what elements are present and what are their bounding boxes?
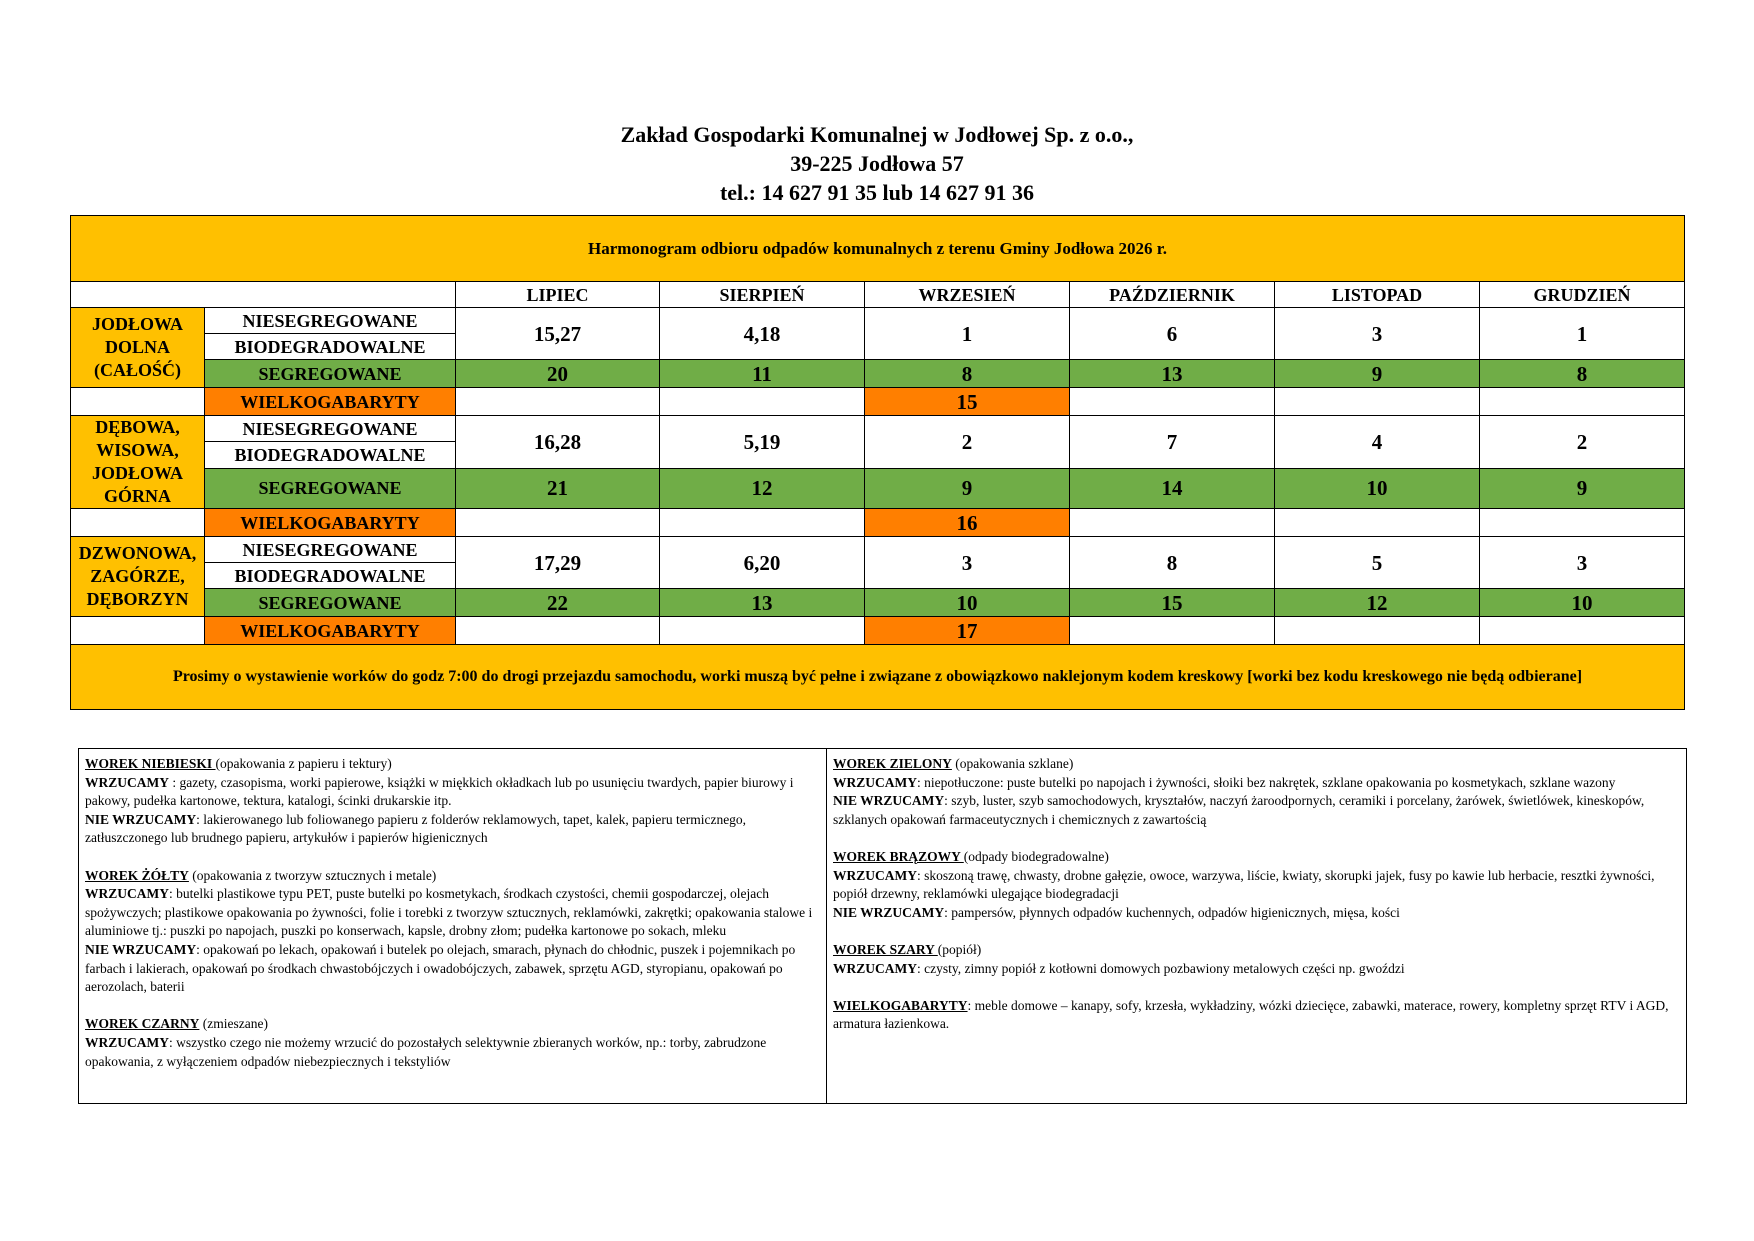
zone-name: JODŁOWA DOLNA (CAŁOŚĆ)	[71, 308, 205, 388]
mixed-bio-day: 3	[1480, 537, 1685, 589]
bag-section	[833, 755, 1680, 829]
bag-forbidden	[833, 904, 1680, 923]
bulky-description: : meble domowe – kanapy, sofy, krzesła, wykładziny, wózki dziecięce, zabawki, materace, rowery, kompletny sprzęt RTV i AGD, armatura łazienkowa.	[833, 997, 1669, 1032]
waste-type-mixed: NIESEGREGOWANE	[205, 416, 456, 442]
waste-type-bulky: WIELKOGABARYTY	[205, 388, 456, 416]
bag-description: (opakowania z tworzyw sztucznych i metale)	[188, 867, 437, 883]
bag-name: WOREK NIEBIESKI	[85, 756, 216, 771]
segregated-day: 8	[1480, 360, 1685, 388]
bag-description: (odpady biodegradowalne)	[963, 848, 1109, 864]
bulky-day: 16	[865, 509, 1070, 537]
bag-heading	[833, 848, 1680, 867]
blank-cell	[456, 509, 660, 537]
allowed-items: : butelki plastikowe typu PET, puste butelki po kosmetykach, środkach czystości, chemii gospodarczej, olejach spożywczych; plastikowe opakowania po żywności, folie i torebki z tworzyw sztucznych, reklamówki, zakrętki; opakowania stalowe i aluminiowe tj.: puszki po napojach, puszki po konserwach, kapsle, drobny złom; pudełka kartonowe po sokach, mleku	[85, 886, 813, 939]
zone-row-segregated	[71, 468, 1685, 508]
forbidden-label: NIE WRZUCAMY	[85, 941, 197, 957]
allowed-items: : czysty, zimny popiół z kotłowni domowych pozbawiony metalowych części np. gwoździ	[917, 960, 1405, 976]
bag-name: WOREK CZARNY	[85, 1016, 200, 1032]
mixed-bio-day: 2	[1480, 416, 1685, 469]
segregated-day: 12	[660, 468, 865, 508]
mixed-bio-day: 8	[1070, 537, 1275, 589]
allowed-items: : niepotłuczone: puste butelki po napojach i żywności, słoiki bez nakrętek, szklane opakowania po kosmetykach, szklane wazony	[917, 774, 1616, 790]
bag-section	[85, 867, 820, 997]
segregated-day: 21	[456, 468, 660, 508]
bag-description: (opakowania z papieru i tektury)	[215, 756, 392, 771]
waste-type-bio: BIODEGRADOWALNE	[205, 334, 456, 360]
zone-row-segregated	[71, 360, 1685, 388]
forbidden-items: : szyb, luster, szyb samochodowych, kryształów, naczyń żaroodpornych, ceramiki i porcelany, żarówek, świetlówek, kineskopów, szklanych opakowań farmaceutycznych i chemicznych z zawartością	[833, 793, 1645, 827]
month-header: PAŹDZIERNIK	[1070, 282, 1275, 308]
zone-row-bulky	[71, 388, 1685, 416]
blank-cell	[1275, 509, 1480, 537]
mixed-bio-day: 6,20	[660, 537, 865, 589]
allowed-label: WRZUCAMY	[833, 960, 917, 976]
document-header	[0, 120, 1754, 207]
bag-allowed	[833, 960, 1680, 979]
segregated-day: 9	[1480, 468, 1685, 508]
allowed-label: WRZUCAMY	[833, 867, 917, 883]
company-name: Zakład Gospodarki Komunalnej w Jodłowej Sp. z o.o.,	[620, 122, 1134, 147]
waste-type-bulky: WIELKOGABARYTY	[205, 509, 456, 537]
segregated-day: 14	[1070, 468, 1275, 508]
segregated-day: 10	[1480, 589, 1685, 617]
allowed-items: : skoszoną trawę, chwasty, drobne gałęzie, owoce, warzywa, liście, kwiaty, skorupki jajek, fusy po kawie lub herbacie, resztki żywności, popiół drzewny, reklamówki ulegające biodegradacji	[833, 867, 1655, 902]
allowed-label: WRZUCAMY	[833, 774, 917, 790]
bulky-day: 17	[865, 617, 1070, 645]
waste-type-segregated: SEGREGOWANE	[205, 589, 456, 617]
month-header: LISTOPAD	[1275, 282, 1480, 308]
blank-cell	[1275, 388, 1480, 416]
mixed-bio-day: 5	[1275, 537, 1480, 589]
bag-section	[833, 941, 1680, 978]
segregated-day: 10	[1275, 468, 1480, 508]
mixed-bio-day: 4	[1275, 416, 1480, 469]
sorting-guide-right-column	[827, 749, 1687, 1104]
forbidden-label: NIE WRZUCAMY	[85, 811, 197, 827]
bag-description: (popiół)	[937, 941, 982, 957]
mixed-bio-day: 16,28	[456, 416, 660, 469]
bag-description: (opakowania szklane)	[951, 756, 1074, 771]
mixed-bio-day: 7	[1070, 416, 1275, 469]
segregated-day: 13	[660, 589, 865, 617]
blank-cell	[660, 509, 865, 537]
bag-name: WOREK ŻÓŁTY	[85, 867, 189, 883]
month-header: SIERPIEŃ	[660, 282, 865, 308]
sorting-guide-left-column	[79, 749, 827, 1104]
waste-type-segregated: SEGREGOWANE	[205, 360, 456, 388]
mixed-bio-day: 2	[865, 416, 1070, 469]
blank-cell	[1275, 617, 1480, 645]
segregated-day: 13	[1070, 360, 1275, 388]
zone-row-segregated	[71, 589, 1685, 617]
bag-name: WOREK ZIELONY	[833, 756, 952, 771]
zone-name: DZWONOWA, ZAGÓRZE, DĘBORZYN	[71, 537, 205, 617]
header-blank-cell	[71, 282, 456, 308]
blank-cell	[1070, 509, 1275, 537]
zone-name: DĘBOWA, WISOWA, JODŁOWA GÓRNA	[71, 416, 205, 509]
waste-type-mixed: NIESEGREGOWANE	[205, 537, 456, 563]
blank-cell	[1070, 388, 1275, 416]
blank-cell	[71, 509, 205, 537]
blank-cell	[1480, 388, 1685, 416]
blank-cell	[456, 617, 660, 645]
bag-forbidden	[85, 941, 820, 997]
month-header: GRUDZIEŃ	[1480, 282, 1685, 308]
waste-type-bio: BIODEGRADOWALNE	[205, 563, 456, 589]
allowed-items: : wszystko czego nie możemy wrzucić do pozostałych selektywnie zbieranych worków, np.: torby, zabrudzone opakowania, z wyłączeniem odpadów niebezpiecznych i tekstyliów	[85, 1034, 767, 1069]
mixed-bio-day: 3	[865, 537, 1070, 589]
segregated-day: 20	[456, 360, 660, 388]
segregated-day: 12	[1275, 589, 1480, 617]
bag-heading	[833, 941, 1680, 960]
mixed-bio-day: 4,18	[660, 308, 865, 360]
forbidden-items: : lakierowanego lub foliowanego papieru z folderów reklamowych, tapet, kalek, papieru termicznego, zatłuszczonego lub brudnego papieru, artykułów i papierów higienicznych	[85, 811, 747, 846]
allowed-label: WRZUCAMY	[85, 1034, 169, 1050]
allowed-label: WRZUCAMY	[85, 886, 169, 902]
bag-allowed	[833, 867, 1680, 904]
allowed-label: WRZUCAMY	[85, 774, 169, 790]
segregated-day: 10	[865, 589, 1070, 617]
bag-heading	[833, 755, 1680, 774]
mixed-bio-day: 1	[865, 308, 1070, 360]
segregated-day: 8	[865, 360, 1070, 388]
bag-heading	[85, 867, 820, 886]
segregated-day: 22	[456, 589, 660, 617]
bag-section	[85, 1015, 820, 1071]
bag-name: WOREK BRĄZOWY	[833, 848, 964, 864]
zone-row-mixed	[71, 537, 1685, 563]
forbidden-label: NIE WRZUCAMY	[833, 904, 945, 920]
waste-type-segregated: SEGREGOWANE	[205, 468, 456, 508]
segregated-day: 9	[865, 468, 1070, 508]
blank-cell	[71, 388, 205, 416]
mixed-bio-day: 1	[1480, 308, 1685, 360]
bulky-section	[833, 997, 1680, 1034]
schedule-footer-note: Prosimy o wystawienie worków do godz 7:00 do drogi przejazdu samochodu, worki muszą być pełne i związane z obowiązkowo naklejonym kodem kreskowy [worki bez kodu kreskowego nie będą odbierane]	[71, 645, 1685, 710]
waste-type-bio: BIODEGRADOWALNE	[205, 442, 456, 468]
blank-cell	[660, 617, 865, 645]
bag-heading	[85, 1015, 820, 1034]
blank-cell	[456, 388, 660, 416]
mixed-bio-day: 6	[1070, 308, 1275, 360]
zone-row-mixed	[71, 416, 1685, 442]
month-header: LIPIEC	[456, 282, 660, 308]
bag-allowed	[85, 1034, 820, 1071]
forbidden-items: : pampersów, płynnych odpadów kuchennych, odpadów higienicznych, mięsa, kości	[944, 904, 1400, 920]
waste-type-bulky: WIELKOGABARYTY	[205, 617, 456, 645]
bag-allowed	[85, 885, 820, 941]
mixed-bio-day: 5,19	[660, 416, 865, 469]
bag-allowed	[833, 774, 1680, 793]
zone-row-bulky	[71, 617, 1685, 645]
blank-cell	[660, 388, 865, 416]
waste-type-mixed: NIESEGREGOWANE	[205, 308, 456, 334]
collection-schedule-table	[70, 215, 1685, 710]
bag-forbidden	[833, 792, 1680, 829]
month-header: WRZESIEŃ	[865, 282, 1070, 308]
sorting-guide	[78, 748, 1687, 1104]
mixed-bio-day: 17,29	[456, 537, 660, 589]
segregated-day: 9	[1275, 360, 1480, 388]
blank-cell	[1480, 509, 1685, 537]
bag-section	[833, 848, 1680, 922]
mixed-bio-day: 3	[1275, 308, 1480, 360]
schedule-title: Harmonogram odbioru odpadów komunalnych z terenu Gminy Jodłowa 2026 r.	[71, 216, 1685, 282]
blank-cell	[1480, 617, 1685, 645]
company-phone: tel.: 14 627 91 35 lub 14 627 91 36	[719, 180, 1035, 205]
bag-section	[85, 755, 820, 848]
bag-description: (zmieszane)	[199, 1016, 268, 1032]
allowed-items: : gazety, czasopisma, worki papierowe, książki w miękkich okładkach lub po usunięciu twardych, papier biurowy i pakowy, pudełka kartonowe, tektura, katalogi, ścinki drukarskie itp.	[85, 774, 794, 809]
forbidden-label: NIE WRZUCAMY	[833, 793, 945, 809]
company-address: 39-225 Jodłowa 57	[790, 151, 964, 176]
segregated-day: 11	[660, 360, 865, 388]
segregated-day: 15	[1070, 589, 1275, 617]
bag-forbidden	[85, 811, 820, 848]
bulky-name: WIELKOGABARYTY	[833, 997, 968, 1013]
forbidden-items: : opakowań po lekach, opakowań i butelek po olejach, smarach, płynach do chłodnic, puszek i pojemnikach po farbach i lakierach, opakowań po środkach chwastobójczych i owadobójczych, zabawek, sprzętu AGD, styropianu, opakowań po aerozolach, baterii	[85, 941, 796, 995]
zone-row-mixed	[71, 308, 1685, 334]
mixed-bio-day: 15,27	[456, 308, 660, 360]
blank-cell	[1070, 617, 1275, 645]
bulky-day: 15	[865, 388, 1070, 416]
bag-name: WOREK SZARY	[833, 941, 938, 957]
blank-cell	[71, 617, 205, 645]
bag-heading	[85, 755, 820, 774]
bag-allowed	[85, 774, 820, 811]
zone-row-bulky	[71, 509, 1685, 537]
